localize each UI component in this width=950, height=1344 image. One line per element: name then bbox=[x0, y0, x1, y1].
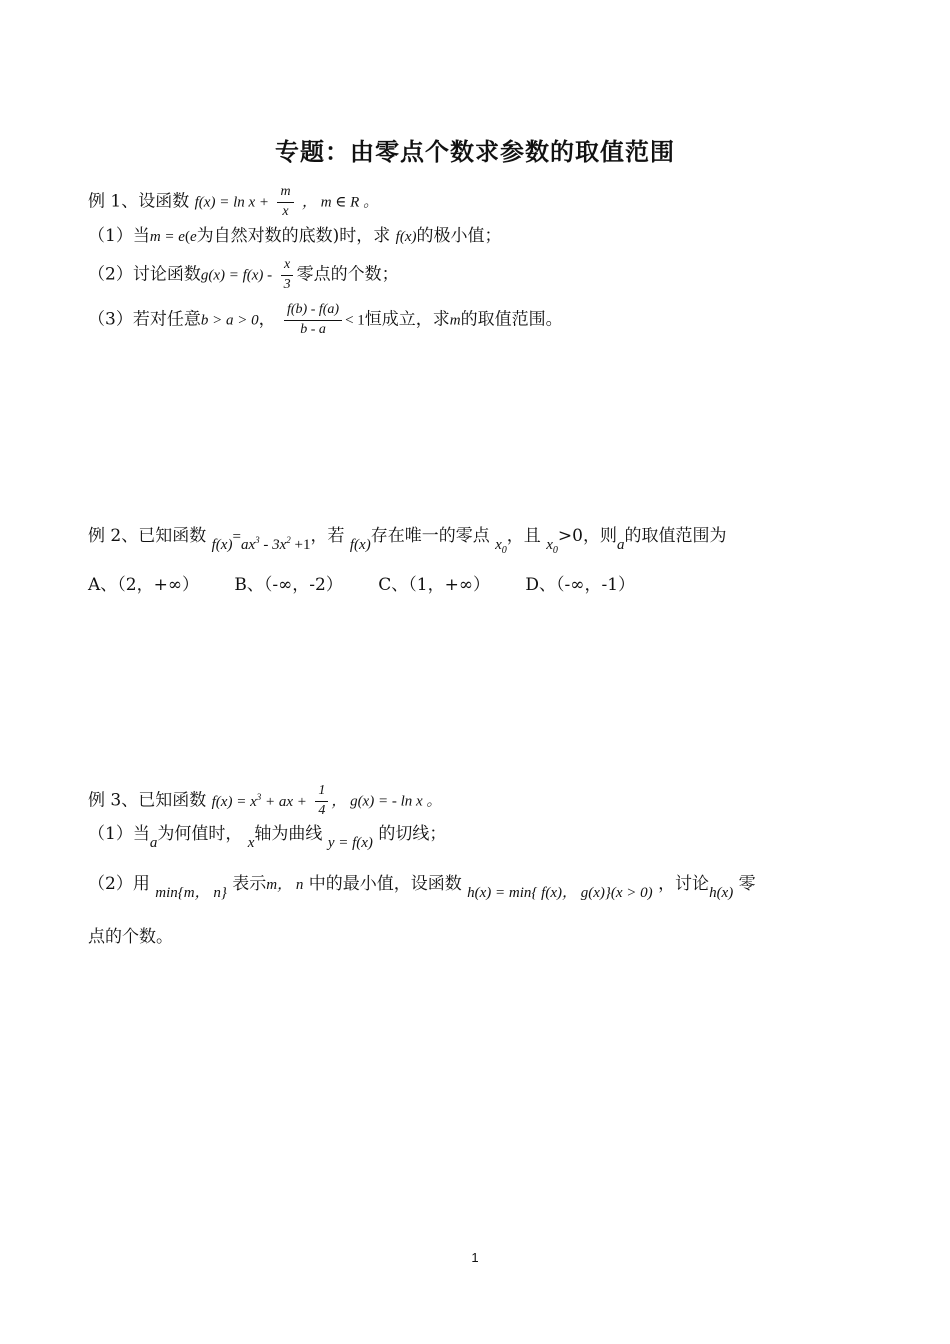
math-expression: m bbox=[449, 312, 461, 329]
example-3-function bbox=[211, 791, 307, 810]
body-text: 的极小值； bbox=[416, 226, 502, 246]
body-text: 中的最小值，设函数 bbox=[308, 874, 462, 894]
example-2-choices bbox=[88, 577, 665, 594]
body-text: 表示 bbox=[232, 874, 267, 894]
math-expression: x bbox=[495, 537, 502, 553]
math-expression: > bbox=[557, 526, 573, 546]
example-3-part-2 bbox=[88, 874, 756, 901]
body-text: 的切线； bbox=[378, 824, 447, 844]
exponent: 3 bbox=[256, 791, 262, 802]
body-text: 的取值范围为 bbox=[624, 526, 727, 546]
math-expression: +1 bbox=[290, 537, 311, 553]
example-2-statement bbox=[88, 526, 727, 556]
body-text: ，讨论 bbox=[658, 874, 710, 894]
fraction-numerator: 1 bbox=[315, 784, 328, 802]
example-1-part-1 bbox=[88, 228, 502, 245]
body-text: 点的个数。 bbox=[88, 927, 173, 947]
subscript: 0 bbox=[501, 545, 507, 556]
example-1-part-2 bbox=[88, 258, 399, 292]
example-2-polynomial bbox=[241, 537, 311, 553]
body-text: 零点的个数； bbox=[296, 264, 399, 285]
math-expression: x bbox=[247, 835, 255, 851]
math-expression: f(x) = x bbox=[211, 793, 257, 810]
part-label: （1）当 bbox=[88, 226, 150, 246]
subscript: 0 bbox=[552, 545, 558, 556]
math-expression: ， g(x) = - ln x 。 bbox=[331, 793, 442, 810]
fraction-numerator: x bbox=[281, 258, 293, 276]
math-expression: min{m， n} bbox=[155, 885, 227, 901]
fraction-numerator: f(b) - f(a) bbox=[284, 303, 342, 321]
fraction-denominator: 4 bbox=[318, 802, 326, 818]
choice-d: D、（-∞，-1） bbox=[525, 575, 636, 595]
body-text: ， bbox=[258, 309, 276, 330]
fraction-denominator: b - a bbox=[300, 321, 326, 337]
fraction-denominator: 3 bbox=[283, 276, 291, 292]
example-1-label: 例 1、设函数 bbox=[88, 191, 190, 212]
math-expression: ax bbox=[240, 537, 256, 553]
body-text: 零 bbox=[738, 874, 756, 894]
math-expression: < 1 bbox=[345, 312, 365, 329]
math-expression: m， n bbox=[266, 877, 304, 893]
math-expression: f(x) bbox=[395, 229, 417, 245]
math-expression: f(x) bbox=[211, 537, 233, 553]
part-label: （1）当 bbox=[88, 824, 150, 844]
math-expression: b > a > 0 bbox=[200, 312, 259, 329]
example-1-domain: ， m ∈ R 。 bbox=[301, 194, 379, 211]
fraction-denominator: x bbox=[282, 203, 289, 219]
math-expression: f(x) bbox=[349, 537, 371, 553]
math-expression: y = f(x) bbox=[327, 835, 373, 851]
body-text: 的取值范围。 bbox=[460, 309, 563, 330]
body-text: 为自然对数的底数)时，求 bbox=[196, 226, 391, 246]
math-expression: a bbox=[616, 537, 625, 553]
choice-a: A、（2，+∞） bbox=[88, 575, 199, 595]
exponent: 3 bbox=[255, 535, 260, 545]
example-1-part-3 bbox=[88, 303, 563, 337]
example-1-fraction bbox=[277, 185, 293, 219]
math-expression: = bbox=[232, 529, 241, 545]
example-3-part-1 bbox=[88, 824, 447, 851]
part-label: （2）讨论函数 bbox=[88, 264, 201, 285]
math-expression: + ax + bbox=[261, 793, 307, 810]
example-3-part-2-continued bbox=[88, 929, 173, 946]
math-expression: x bbox=[546, 537, 553, 553]
example-3-label: 例 3、已知函数 bbox=[88, 790, 207, 811]
part-3-fraction bbox=[284, 303, 342, 337]
page-title: 专题：由零点个数求参数的取值范围 bbox=[275, 137, 675, 166]
fraction-numerator: m bbox=[277, 185, 293, 203]
body-text: 存在唯一的零点 bbox=[370, 526, 490, 546]
math-expression: - 3x bbox=[259, 537, 287, 553]
math-expression: e bbox=[189, 229, 197, 245]
math-expression: ( bbox=[184, 229, 190, 245]
example-1-statement bbox=[88, 185, 378, 219]
body-text: ，且 bbox=[506, 526, 541, 546]
zero-point-symbol bbox=[546, 537, 558, 556]
body-text: 恒成立，求 bbox=[364, 309, 450, 330]
math-expression: h(x) = min{ f(x)， g(x)}(x > 0) bbox=[467, 885, 653, 901]
math-expression: h(x) bbox=[709, 885, 734, 901]
part-label: （2）用 bbox=[88, 874, 150, 894]
part-label: （3）若对任意 bbox=[88, 309, 201, 330]
example-3-fraction bbox=[315, 784, 328, 818]
example-3-statement bbox=[88, 784, 441, 818]
exponent: 2 bbox=[286, 535, 291, 545]
part-2-fraction bbox=[281, 258, 294, 292]
math-expression: g(x) = f(x) - bbox=[200, 267, 273, 284]
choice-b: B、（-∞，-2） bbox=[234, 575, 343, 595]
math-expression: a bbox=[149, 835, 158, 851]
example-1-function: f(x) = ln x + bbox=[194, 194, 270, 211]
page-number: 1 bbox=[471, 1250, 479, 1265]
choice-c: C、（1，+∞） bbox=[378, 575, 491, 595]
body-text: 轴为曲线 bbox=[254, 824, 323, 844]
math-expression: m = e bbox=[149, 229, 185, 245]
body-text: 0，则 bbox=[572, 526, 617, 546]
zero-point-symbol bbox=[495, 537, 507, 556]
body-text: ，若 bbox=[310, 526, 345, 546]
example-2-label: 例 2、已知函数 bbox=[88, 526, 207, 546]
body-text: 为何值时， bbox=[157, 824, 243, 844]
